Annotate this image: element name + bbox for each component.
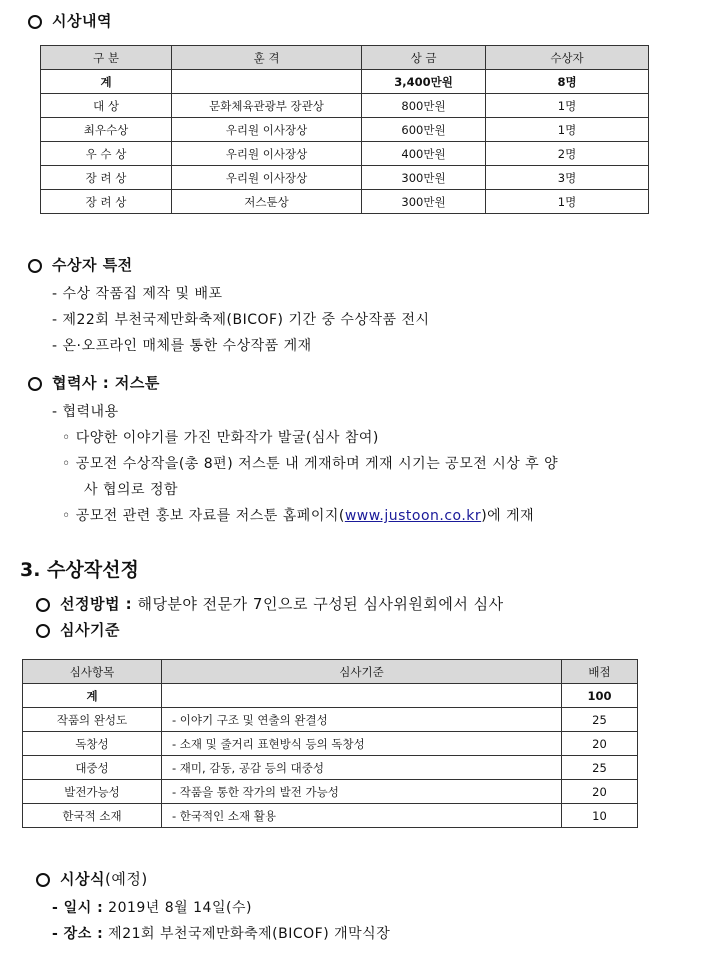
table-cell: 1명 <box>486 190 649 214</box>
column-header: 상 금 <box>362 46 486 70</box>
benefit-item: - 제22회 부천국제만화축제(BICOF) 기간 중 수상작품 전시 <box>52 312 430 328</box>
table-cell: 우 수 상 <box>41 142 172 166</box>
table-cell: 장 려 상 <box>41 190 172 214</box>
table-cell: 계 <box>41 70 172 94</box>
awards-table <box>40 45 649 214</box>
table-cell: - 소재 및 줄거리 표현방식 등의 독창성 <box>162 732 562 756</box>
table-cell: 1명 <box>486 94 649 118</box>
table-cell: 1명 <box>486 118 649 142</box>
partner-heading: 협력사 : 저스툰 <box>28 372 160 393</box>
table-cell: 독창성 <box>23 732 162 756</box>
circle-bullet-icon <box>28 259 42 273</box>
table-cell: 우리원 이사장상 <box>172 118 362 142</box>
table-cell: 문화체육관광부 장관상 <box>172 94 362 118</box>
table-row <box>23 780 638 804</box>
partner-sub-label: - 협력내용 <box>52 404 119 420</box>
table-cell: 600만원 <box>362 118 486 142</box>
table-cell: 계 <box>23 684 162 708</box>
column-header: 수상자 <box>486 46 649 70</box>
circle-bullet-icon <box>28 15 42 29</box>
table-cell: 300만원 <box>362 190 486 214</box>
table-cell: - 한국적인 소재 활용 <box>162 804 562 828</box>
table-cell: - 작품을 통한 작가의 발전 가능성 <box>162 780 562 804</box>
table-cell: 우리원 이사장상 <box>172 166 362 190</box>
table-cell: 8명 <box>486 70 649 94</box>
table-cell: 25 <box>562 708 638 732</box>
table-cell: 최우수상 <box>41 118 172 142</box>
table-row <box>23 732 638 756</box>
table-cell: 800만원 <box>362 94 486 118</box>
table-cell: 20 <box>562 732 638 756</box>
circle-bullet-icon <box>28 377 42 391</box>
column-header: 배점 <box>562 660 638 684</box>
table-cell: 대중성 <box>23 756 162 780</box>
table-row <box>41 142 649 166</box>
column-header: 심사기준 <box>162 660 562 684</box>
table-row <box>41 94 649 118</box>
table-cell: 3명 <box>486 166 649 190</box>
circle-bullet-icon <box>36 873 50 887</box>
table-row <box>23 804 638 828</box>
table-row <box>23 756 638 780</box>
table-row <box>41 190 649 214</box>
table-cell: 25 <box>562 756 638 780</box>
partner-bullet-continuation: 사 협의로 정함 <box>84 482 179 498</box>
table-cell: 3,400만원 <box>362 70 486 94</box>
justoon-homepage-link[interactable]: www.justoon.co.kr <box>344 508 482 524</box>
table-cell: 400만원 <box>362 142 486 166</box>
table-cell: 한국적 소재 <box>23 804 162 828</box>
table-cell: 장 려 상 <box>41 166 172 190</box>
table-cell: 300만원 <box>362 166 486 190</box>
partner-bullet: ◦ 다양한 이야기를 가진 만화작가 발굴(심사 참여) <box>62 430 379 446</box>
ceremony-place: - 장소 : 제21회 부천국제만화축제(BICOF) 개막식장 <box>52 926 391 942</box>
circle-bullet-icon <box>36 624 50 638</box>
table-row <box>23 708 638 732</box>
table-cell: 우리원 이사장상 <box>172 142 362 166</box>
section-title: 3. 수상작선정 <box>20 559 139 581</box>
benefit-item: - 온·오프라인 매체를 통한 수상작품 게재 <box>52 338 312 354</box>
table-cell: 2명 <box>486 142 649 166</box>
awards-table-header <box>41 46 649 70</box>
benefits-heading: 수상자 특전 <box>28 254 133 275</box>
table-cell: - 재미, 감동, 공감 등의 대중성 <box>162 756 562 780</box>
column-header: 훈 격 <box>172 46 362 70</box>
criteria-total-row <box>23 684 638 708</box>
table-cell <box>162 684 562 708</box>
selection-method: 선정방법 : 해당분야 전문가 7인으로 구성된 심사위원회에서 심사 <box>36 593 504 614</box>
table-cell: - 이야기 구조 및 연출의 완결성 <box>162 708 562 732</box>
awards-heading: 시상내역 <box>28 10 112 31</box>
table-cell: 작품의 완성도 <box>23 708 162 732</box>
column-header: 심사항목 <box>23 660 162 684</box>
column-header: 구 분 <box>41 46 172 70</box>
table-cell: 대 상 <box>41 94 172 118</box>
table-cell: 저스툰상 <box>172 190 362 214</box>
table-cell <box>172 70 362 94</box>
criteria-table-header <box>23 660 638 684</box>
table-row <box>41 118 649 142</box>
ceremony-date: - 일시 : 2019년 8월 14일(수) <box>52 900 252 916</box>
table-row <box>41 166 649 190</box>
circle-bullet-icon <box>36 598 50 612</box>
table-cell: 20 <box>562 780 638 804</box>
criteria-heading: 심사기준 <box>36 619 120 640</box>
table-cell: 100 <box>562 684 638 708</box>
ceremony-heading: 시상식(예정) <box>36 868 148 889</box>
partner-bullet: ◦ 공모전 수상작을(총 8편) 저스툰 내 게재하며 게재 시기는 공모전 시상 후 양 <box>62 456 559 472</box>
criteria-table <box>22 659 638 828</box>
partner-bullet: ◦ 공모전 관련 홍보 자료를 저스툰 홈페이지(www.justoon.co.kr)에 게재 <box>62 508 535 524</box>
table-cell: 발전가능성 <box>23 780 162 804</box>
awards-total-row <box>41 70 649 94</box>
table-cell: 10 <box>562 804 638 828</box>
benefit-item: - 수상 작품집 제작 및 배포 <box>52 286 223 302</box>
